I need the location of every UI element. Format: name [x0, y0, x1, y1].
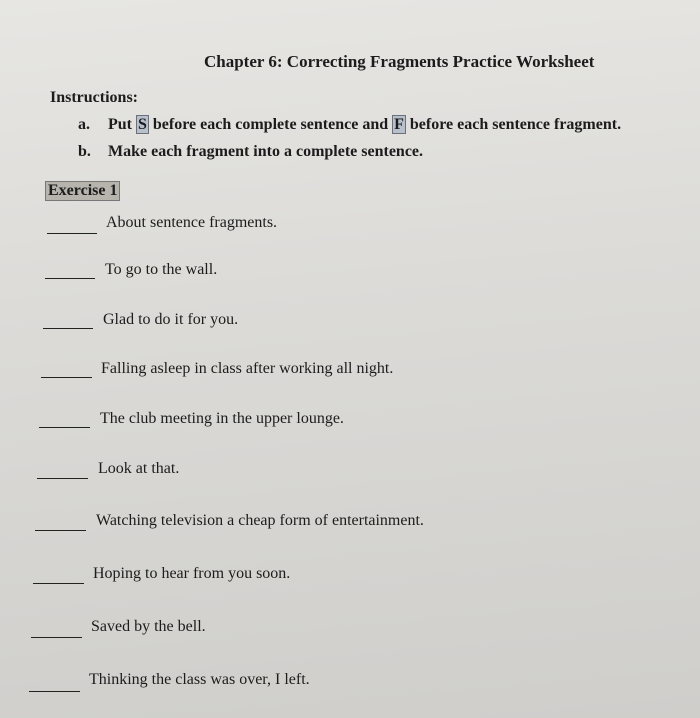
answer-blank-4[interactable] — [41, 377, 92, 378]
answer-blank-6[interactable] — [37, 478, 88, 479]
instructions-heading: Instructions: — [50, 89, 139, 106]
instruction-b-marker: b. — [78, 143, 91, 160]
answer-blank-9[interactable] — [31, 637, 82, 638]
exercise-item-8: Hoping to hear from you soon. — [93, 565, 291, 582]
instruction-a-text-end: before each sentence fragment. — [405, 116, 622, 133]
exercise-item-5: The club meeting in the upper lounge. — [100, 410, 344, 427]
exercise-item-2: To go to the wall. — [105, 261, 218, 278]
instruction-a — [78, 116, 621, 134]
letter-f-box: F — [394, 116, 404, 133]
letter-s-box: S — [138, 116, 147, 133]
answer-blank-1[interactable] — [47, 233, 97, 234]
worksheet-title: Chapter 6: Correcting Fragments Practice Worksheet — [204, 52, 595, 71]
answer-blank-8[interactable] — [33, 583, 84, 584]
exercise-item-7: Watching television a cheap form of entertainment. — [96, 512, 424, 529]
instruction-a-marker: a. — [78, 116, 90, 133]
exercise-label: Exercise 1 — [45, 181, 120, 201]
answer-blank-2[interactable] — [45, 278, 95, 279]
instruction-a-text-start: Put — [108, 116, 136, 133]
exercise-item-6: Look at that. — [98, 460, 180, 477]
exercise-item-9: Saved by the bell. — [91, 618, 206, 635]
instruction-a-text-middle: before each complete sentence and — [148, 116, 393, 133]
exercise-item-10: Thinking the class was over, I left. — [89, 671, 310, 688]
exercise-item-3: Glad to do it for you. — [103, 311, 239, 328]
instruction-b-text: Make each fragment into a complete sentence. — [108, 143, 424, 160]
instruction-b — [78, 143, 423, 161]
exercise-item-4: Falling asleep in class after working all night. — [101, 360, 394, 377]
exercise-item-1: About sentence fragments. — [106, 214, 278, 231]
answer-blank-5[interactable] — [39, 427, 90, 428]
answer-blank-10[interactable] — [29, 691, 80, 692]
answer-blank-7[interactable] — [35, 530, 86, 531]
answer-blank-3[interactable] — [43, 328, 93, 329]
